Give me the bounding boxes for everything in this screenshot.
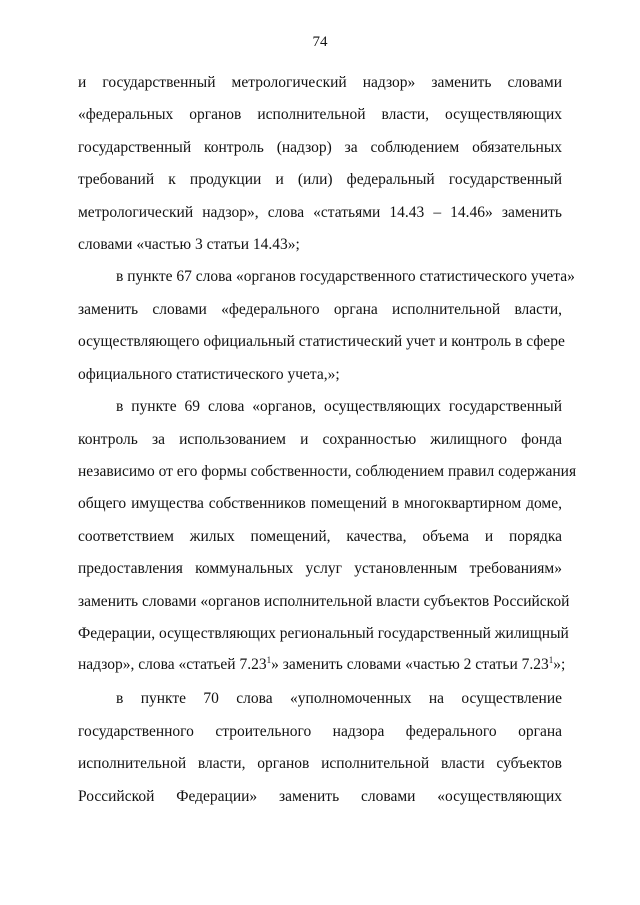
text-line: требований к продукции и (или) федеральный государственный (78, 171, 562, 188)
text-line: контроль за использованием и сохранностью жилищного фонда (78, 431, 562, 448)
superscript: 1 (266, 655, 272, 665)
text-line: «федеральных органов исполнительной власти, осуществляющих (78, 106, 562, 123)
text-fragment: »; (553, 656, 566, 673)
superscript: 1 (548, 655, 554, 665)
text-line: общего имущества собственников помещений в многоквартирном доме, (78, 495, 562, 512)
text-line: соответствием жилых помещений, качества, объема и порядка (78, 528, 562, 545)
text-line: Российской Федерации» заменить словами «осуществляющих (78, 788, 562, 805)
text-line: предоставления коммунальных услуг установленным требованиям» (78, 560, 562, 577)
page-number: 74 (312, 34, 328, 50)
text-line: заменить словами «органов исполнительной власти субъектов Российской (78, 593, 570, 610)
text-line: в пункте 69 слова «органов, осуществляющих государственный (116, 398, 562, 415)
text-line: исполнительной власти, органов исполнительной власти субъектов (78, 755, 562, 772)
text-line: государственного строительного надзора федерального органа (78, 723, 562, 740)
text-line: и государственный метрологический надзор» заменить словами (78, 74, 562, 91)
text-line-with-superscripts (78, 655, 566, 674)
text-line: в пункте 67 слова «органов государственного статистического учета» (116, 268, 575, 285)
text-fragment: » заменить словами «частью 2 статьи 7.23 (271, 656, 549, 673)
text-fragment: надзор», слова «статьей 7.23 (78, 656, 267, 673)
text-line: словами «частью 3 статьи 14.43»; (78, 236, 300, 253)
text-line: метрологический надзор», слова «статьями 14.43 – 14.46» заменить (78, 204, 562, 221)
text-line: в пункте 70 слова «уполномоченных на осуществление (116, 690, 562, 707)
text-line: осуществляющего официальный статистический учет и контроль в сфере (78, 333, 565, 350)
text-line: Федерации, осуществляющих региональный государственный жилищный (78, 625, 569, 642)
text-line: официального статистического учета,»; (78, 366, 340, 383)
text-line: государственный контроль (надзор) за соблюдением обязательных (78, 139, 562, 156)
text-line: заменить словами «федерального органа исполнительной власти, (78, 301, 562, 318)
text-line: независимо от его формы собственности, соблюдением правил содержания (78, 463, 577, 480)
